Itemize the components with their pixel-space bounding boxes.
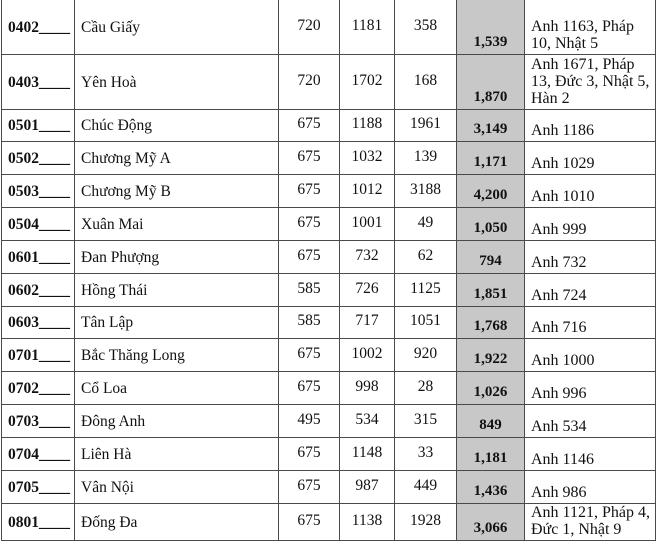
table-row [2, 175, 656, 208]
quota-value: 720 [279, 0, 340, 55]
foreign-language-breakdown: Anh 986 [525, 471, 656, 504]
first-choice-count: 1181 [340, 0, 395, 55]
school-code: 0403____ [2, 55, 75, 110]
quota-value: 675 [279, 110, 340, 142]
quota-value: 675 [279, 175, 340, 208]
foreign-language-breakdown: Anh 1163, Pháp 10, Nhật 5 [525, 0, 656, 55]
foreign-language-breakdown: Anh 1121, Pháp 4, Đức 1, Nhật 9 [525, 504, 656, 541]
foreign-language-breakdown: Anh 534 [525, 405, 656, 438]
table-row [2, 142, 656, 175]
total-count: 1,539 [457, 0, 525, 55]
school-code: 0504____ [2, 208, 75, 241]
first-choice-count: 726 [340, 274, 395, 307]
school-name: Bắc Thăng Long [75, 339, 279, 372]
first-choice-count: 1702 [340, 55, 395, 110]
total-count: 1,026 [457, 372, 525, 405]
first-choice-count: 1148 [340, 438, 395, 471]
school-name: Chương Mỹ A [75, 142, 279, 175]
school-code: 0701____ [2, 339, 75, 372]
second-choice-count: 358 [395, 0, 457, 55]
first-choice-count: 732 [340, 241, 395, 274]
total-count: 4,200 [457, 175, 525, 208]
quota-value: 585 [279, 274, 340, 307]
foreign-language-breakdown: Anh 996 [525, 372, 656, 405]
first-choice-count: 1001 [340, 208, 395, 241]
total-count: 3,149 [457, 110, 525, 142]
first-choice-count: 717 [340, 307, 395, 339]
total-count: 1,050 [457, 208, 525, 241]
foreign-language-breakdown: Anh 716 [525, 307, 656, 339]
first-choice-count: 987 [340, 471, 395, 504]
foreign-language-breakdown: Anh 724 [525, 274, 656, 307]
second-choice-count: 62 [395, 241, 457, 274]
school-code: 0601____ [2, 241, 75, 274]
foreign-language-breakdown: Anh 1186 [525, 110, 656, 142]
second-choice-count: 139 [395, 142, 457, 175]
quota-value: 585 [279, 307, 340, 339]
school-name: Hồng Thái [75, 274, 279, 307]
quota-value: 675 [279, 241, 340, 274]
quota-value: 675 [279, 372, 340, 405]
first-choice-count: 1188 [340, 110, 395, 142]
table-row [2, 471, 656, 504]
table-row [2, 405, 656, 438]
foreign-language-breakdown: Anh 999 [525, 208, 656, 241]
quota-value: 495 [279, 405, 340, 438]
second-choice-count: 3188 [395, 175, 457, 208]
total-count: 1,870 [457, 55, 525, 110]
second-choice-count: 168 [395, 55, 457, 110]
school-name: Tân Lập [75, 307, 279, 339]
foreign-language-breakdown: Anh 1671, Pháp 13, Đức 3, Nhật 5, Hàn 2 [525, 55, 656, 110]
total-count: 1,171 [457, 142, 525, 175]
school-name: Đan Phượng [75, 241, 279, 274]
table-row [2, 438, 656, 471]
quota-value: 720 [279, 55, 340, 110]
quota-value: 675 [279, 142, 340, 175]
school-name: Cầu Giấy [75, 0, 279, 55]
school-name: Liên Hà [75, 438, 279, 471]
table-row [2, 307, 656, 339]
quota-value: 675 [279, 208, 340, 241]
total-count: 794 [457, 241, 525, 274]
table-row [2, 372, 656, 405]
foreign-language-breakdown: Anh 1000 [525, 339, 656, 372]
foreign-language-breakdown: Anh 1146 [525, 438, 656, 471]
table-row [2, 208, 656, 241]
quota-value: 675 [279, 504, 340, 541]
school-code: 0603____ [2, 307, 75, 339]
school-code: 0503____ [2, 175, 75, 208]
first-choice-count: 1012 [340, 175, 395, 208]
total-count: 1,181 [457, 438, 525, 471]
school-name: Chương Mỹ B [75, 175, 279, 208]
second-choice-count: 1051 [395, 307, 457, 339]
school-name: Đống Đa [75, 504, 279, 541]
second-choice-count: 33 [395, 438, 457, 471]
school-name: Yên Hoà [75, 55, 279, 110]
quota-value: 675 [279, 471, 340, 504]
first-choice-count: 1032 [340, 142, 395, 175]
first-choice-count: 1002 [340, 339, 395, 372]
table-row [2, 55, 656, 110]
school-code: 0705____ [2, 471, 75, 504]
school-name: Chúc Động [75, 110, 279, 142]
second-choice-count: 1961 [395, 110, 457, 142]
foreign-language-breakdown: Anh 1010 [525, 175, 656, 208]
school-code: 0801____ [2, 504, 75, 541]
school-code: 0703____ [2, 405, 75, 438]
total-count: 849 [457, 405, 525, 438]
school-code: 0402____ [2, 0, 75, 55]
school-enrollment-table [1, 0, 656, 541]
second-choice-count: 315 [395, 405, 457, 438]
total-count: 1,436 [457, 471, 525, 504]
second-choice-count: 1928 [395, 504, 457, 541]
table-row [2, 0, 656, 55]
foreign-language-breakdown: Anh 732 [525, 241, 656, 274]
table-row [2, 339, 656, 372]
first-choice-count: 534 [340, 405, 395, 438]
table-row [2, 110, 656, 142]
second-choice-count: 449 [395, 471, 457, 504]
total-count: 3,066 [457, 504, 525, 541]
school-name: Vân Nội [75, 471, 279, 504]
table-body [2, 0, 656, 541]
total-count: 1,768 [457, 307, 525, 339]
table-row [2, 274, 656, 307]
school-name: Cổ Loa [75, 372, 279, 405]
second-choice-count: 1125 [395, 274, 457, 307]
first-choice-count: 1138 [340, 504, 395, 541]
table-row [2, 241, 656, 274]
quota-value: 675 [279, 438, 340, 471]
second-choice-count: 28 [395, 372, 457, 405]
school-code: 0502____ [2, 142, 75, 175]
school-code: 0704____ [2, 438, 75, 471]
first-choice-count: 998 [340, 372, 395, 405]
school-code: 0501____ [2, 110, 75, 142]
second-choice-count: 920 [395, 339, 457, 372]
table-row [2, 504, 656, 541]
total-count: 1,851 [457, 274, 525, 307]
school-name: Xuân Mai [75, 208, 279, 241]
second-choice-count: 49 [395, 208, 457, 241]
school-code: 0702____ [2, 372, 75, 405]
foreign-language-breakdown: Anh 1029 [525, 142, 656, 175]
total-count: 1,922 [457, 339, 525, 372]
quota-value: 675 [279, 339, 340, 372]
school-code: 0602____ [2, 274, 75, 307]
school-name: Đông Anh [75, 405, 279, 438]
